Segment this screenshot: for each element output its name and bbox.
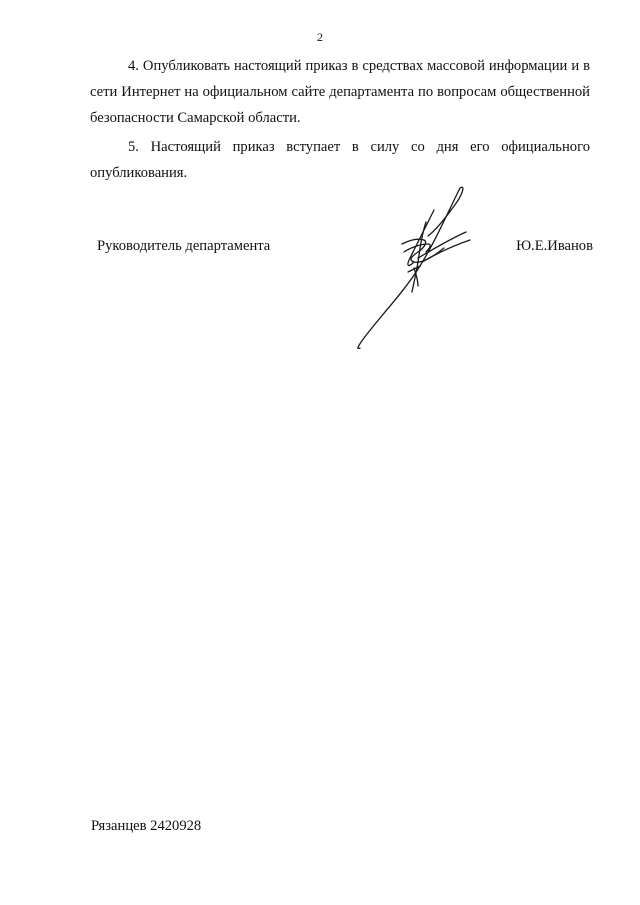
- document-body: [90, 53, 590, 189]
- executor-footer: Рязанцев 2420928: [91, 818, 202, 834]
- signatory-name: Ю.Е.Иванов: [516, 238, 593, 254]
- paragraph-item-5: 5. Настоящий приказ вступает в силу со дня его официального опубликования.: [90, 139, 590, 181]
- handwritten-signature: [348, 182, 488, 352]
- paragraph-item-4: 4. Опубликовать настоящий приказ в средствах массовой информации и в сети Интернет на официальном сайте департамента по вопросам общественной безопасности Самарской области.: [90, 58, 590, 126]
- page-number: 2: [317, 30, 323, 44]
- signatory-title: Руководитель департамента: [97, 238, 271, 254]
